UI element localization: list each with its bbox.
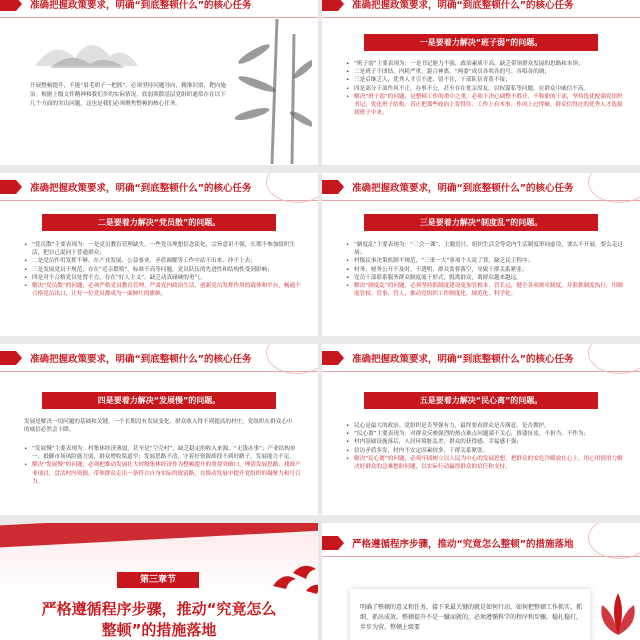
header-title: 准确把握政策要求，明确“到底整顿什么”的核心任务 [352, 0, 574, 11]
list-item-solution: • 解决“制度乱”的问题，必须坚持抓制度建设更加管根本、管长远，健全各项规章制度，并狠抓制度执行，用制度管权、管事、管人，推动党组织工作制度化、规范化、科学化。 [346, 282, 624, 298]
list-item: • “发展慢”主要表现为：村集体经济薄弱，甚至是“空壳村”，缺乏稳定的收入来源，“无钱办事”；产业结构单一，抵御市场风险能力弱，群众增收渠道窄；发展思路不清，守着好资源却找不到好路子，发展能力不足。 [24, 445, 302, 461]
task-banner: 五是要着力解决“民心离”的问题。 [364, 392, 598, 409]
slide-header [322, 344, 640, 374]
task-intro-paragraph: 发展是解决一切问题的基础和关键。一个长期没有发展变化、群众收入得不到提高的村庄，党组织在群众心中的威信必然会下降。 [24, 419, 293, 434]
slide-intro [0, 0, 318, 165]
bamboo-illustration [232, 14, 312, 164]
list-item: • 信访矛盾多发，村内不安定因素较多，干群关系紧张。 [346, 447, 624, 455]
list-item-solution: • 解决“党员散”的问题，必须严格党员教育管理，严肃党内政治生活，创新党员发挥作用的载体和平台，畅通不合格党员出口，让每一位党员都成为一面鲜红的旗帜。 [24, 282, 302, 298]
list-item-solution: • 解决“班子弱”的问题，是整顿工作的重中之重。必须下决心调整不胜任、不称职的干部，坚持选优配强党组织书记，优化班子结构，真正把那些政治上靠得住、工作上有本事、作风上过得硬、群众信得过的优秀人才选拔到班子中来。 [346, 93, 624, 118]
slide-header [0, 344, 318, 374]
task-list [24, 241, 302, 298]
list-item: • 四是部分干部作风不正，办事不公，甚至存在优亲厚友、以权谋私等问题，在群众中威信不高。 [346, 85, 624, 93]
header-title: 准确把握政策要求，明确“到底整顿什么”的核心任务 [30, 0, 252, 11]
header-title: 准确把握政策要求，明确“到底整顿什么”的核心任务 [30, 183, 252, 194]
doves-icon [268, 561, 318, 601]
header-title: 严格遵循程序步骤，推动“究竟怎么整顿”的措施落地 [352, 539, 574, 550]
ink-mountain-illustration [30, 28, 140, 73]
content-card [350, 589, 590, 640]
list-item: • 民心是最大的政治。党组织是否坚强有力，最终要看群众是否满意、是否拥护。 [346, 422, 624, 430]
header-title: 准确把握政策要求，明确“到底整顿什么”的核心任务 [352, 183, 574, 194]
list-item: • “民心离”主要表现为：对群众反映强烈的热点难点问题漠不关心，推诿扯皮，不担当、不作为； [346, 430, 624, 438]
list-item: • 三是后继乏人，优秀人才引不进、留不住，干部队伍青黄不接； [346, 76, 624, 84]
task-list [346, 422, 624, 471]
task-banner: 四是要着力解决“发展慢”的问题。 [42, 392, 276, 409]
chapter-intro-paragraph: 明确了整顿的意义和任务，接下来最关键的就是如何行动，如何把整顿工作抓实、抓细、抓出成效。整顿提升不是一蹴而就的，必须遵循科学的程序和步骤，稳扎稳打，步步为营。整顿上级要 [360, 604, 583, 631]
slide-task-1 [322, 0, 640, 165]
slide-header [322, 529, 640, 559]
list-item: • 二是班子不团结，内耗严重，貌合神离，“两委”成员各吹各的号、各唱各的调； [346, 68, 624, 76]
chapter-label: 第三章节 [117, 572, 199, 588]
list-item-solution: • 解决“发展慢”的问题，必须把推动发展壮大村级集体经济作为整顿提升的重要突破口，理清发展思路，找准产业项目，盘活村内资源，带领群众走出一条符合自身实际的致富路，在推动发展中提升党组织的凝聚力和号召力。 [24, 461, 302, 486]
list-item: • 村内基础设施落后，人居环境脏乱差，群众的获得感、幸福感不强； [346, 438, 624, 446]
slide-header [322, 0, 640, 20]
list-item: • 村务、财务公开不及时、不透明，群众监督落空，导致干群关系紧张； [346, 266, 624, 274]
list-item-solution: • 解决“民心离”的问题，必须牢固树立以人民为中心的发展思想，把群众的安危冷暖放在心上，用心用情用力解决好群众的急难愁盼问题，以实际行动赢得群众的信任和支持。 [346, 455, 624, 471]
list-item: • 党员干部联系服务群众制度流于形式，脱离群众，离群众越来越远。 [346, 274, 624, 282]
slide-chapter-3-intro [322, 523, 640, 640]
slide-task-4 [0, 344, 318, 515]
slide-chapter-divider [0, 523, 318, 640]
intro-paragraph: 开展整顿提升，不能“眉毛胡子一把抓”，必须坚持问题导向，精准识别、靶向施治。根据上级文件精神和我们乡的实际情况，软弱涣散基层党组织通常存在以下几个方面的突出问题，这也是我们必须聚焦整顿的核心任务。 [30, 83, 226, 107]
task-list [346, 241, 624, 298]
task-banner: 一是要着力解决“班子弱”的问题。 [364, 34, 598, 51]
list-item: • 二是党员作用发挥不够，在产业发展、公益事业、矛盾调解等工作中站不出来、冲不上去； [24, 257, 302, 265]
task-list [346, 60, 624, 117]
task-banner: 三是要着力解决“制度乱”的问题。 [364, 214, 598, 231]
list-item: • 三是发展党员不规范，存在“近亲繁殖”、标准不高等问题，党员队伍的先进性和结构性受到影响； [24, 266, 302, 274]
lotus-decoration [588, 585, 640, 640]
chapter-title-line-1: 严格遵循程序步骤，推动“究竟怎么 [41, 600, 277, 618]
chapter-title-line-2: 整顿”的措施落地 [101, 621, 217, 639]
red-ribbon-decoration [0, 523, 318, 548]
list-item: • 村级议事决策机制不规范，“三重一大”事项个人说了算，缺乏民主程序； [346, 257, 624, 265]
header-title: 准确把握政策要求，明确“到底整顿什么”的核心任务 [352, 354, 574, 365]
slide-task-3 [322, 173, 640, 336]
slide-task-2 [0, 173, 318, 336]
list-item: • “党员散”主要表现为：一是党员教育管理缺失，一些党员理想信念淡化，宗旨意识不强，长期不参加组织生活，把自己混同于普通群众； [24, 241, 302, 257]
header-title: 准确把握政策要求，明确“到底整顿什么”的核心任务 [30, 354, 252, 365]
task-banner: 二是要着力解决“党员散”的问题。 [42, 214, 276, 231]
slide-task-5 [322, 344, 640, 515]
task-list [24, 445, 302, 486]
list-item: • “制度乱”主要表现为：“三会一课”、主题党日、组织生活会等党内生活制度形同虚设，要么不开展，要么走过场； [346, 241, 624, 257]
slide-header [0, 173, 318, 203]
list-item: • “班子弱”主要表现为：一是书记能力不强，政治素质不高，缺乏带领群众发展的思路和本领； [346, 60, 624, 68]
list-item: • 四是对不合格党员处置不力，存在“好人主义”，缺乏动真碰硬的勇气。 [24, 274, 302, 282]
slide-header [322, 173, 640, 203]
